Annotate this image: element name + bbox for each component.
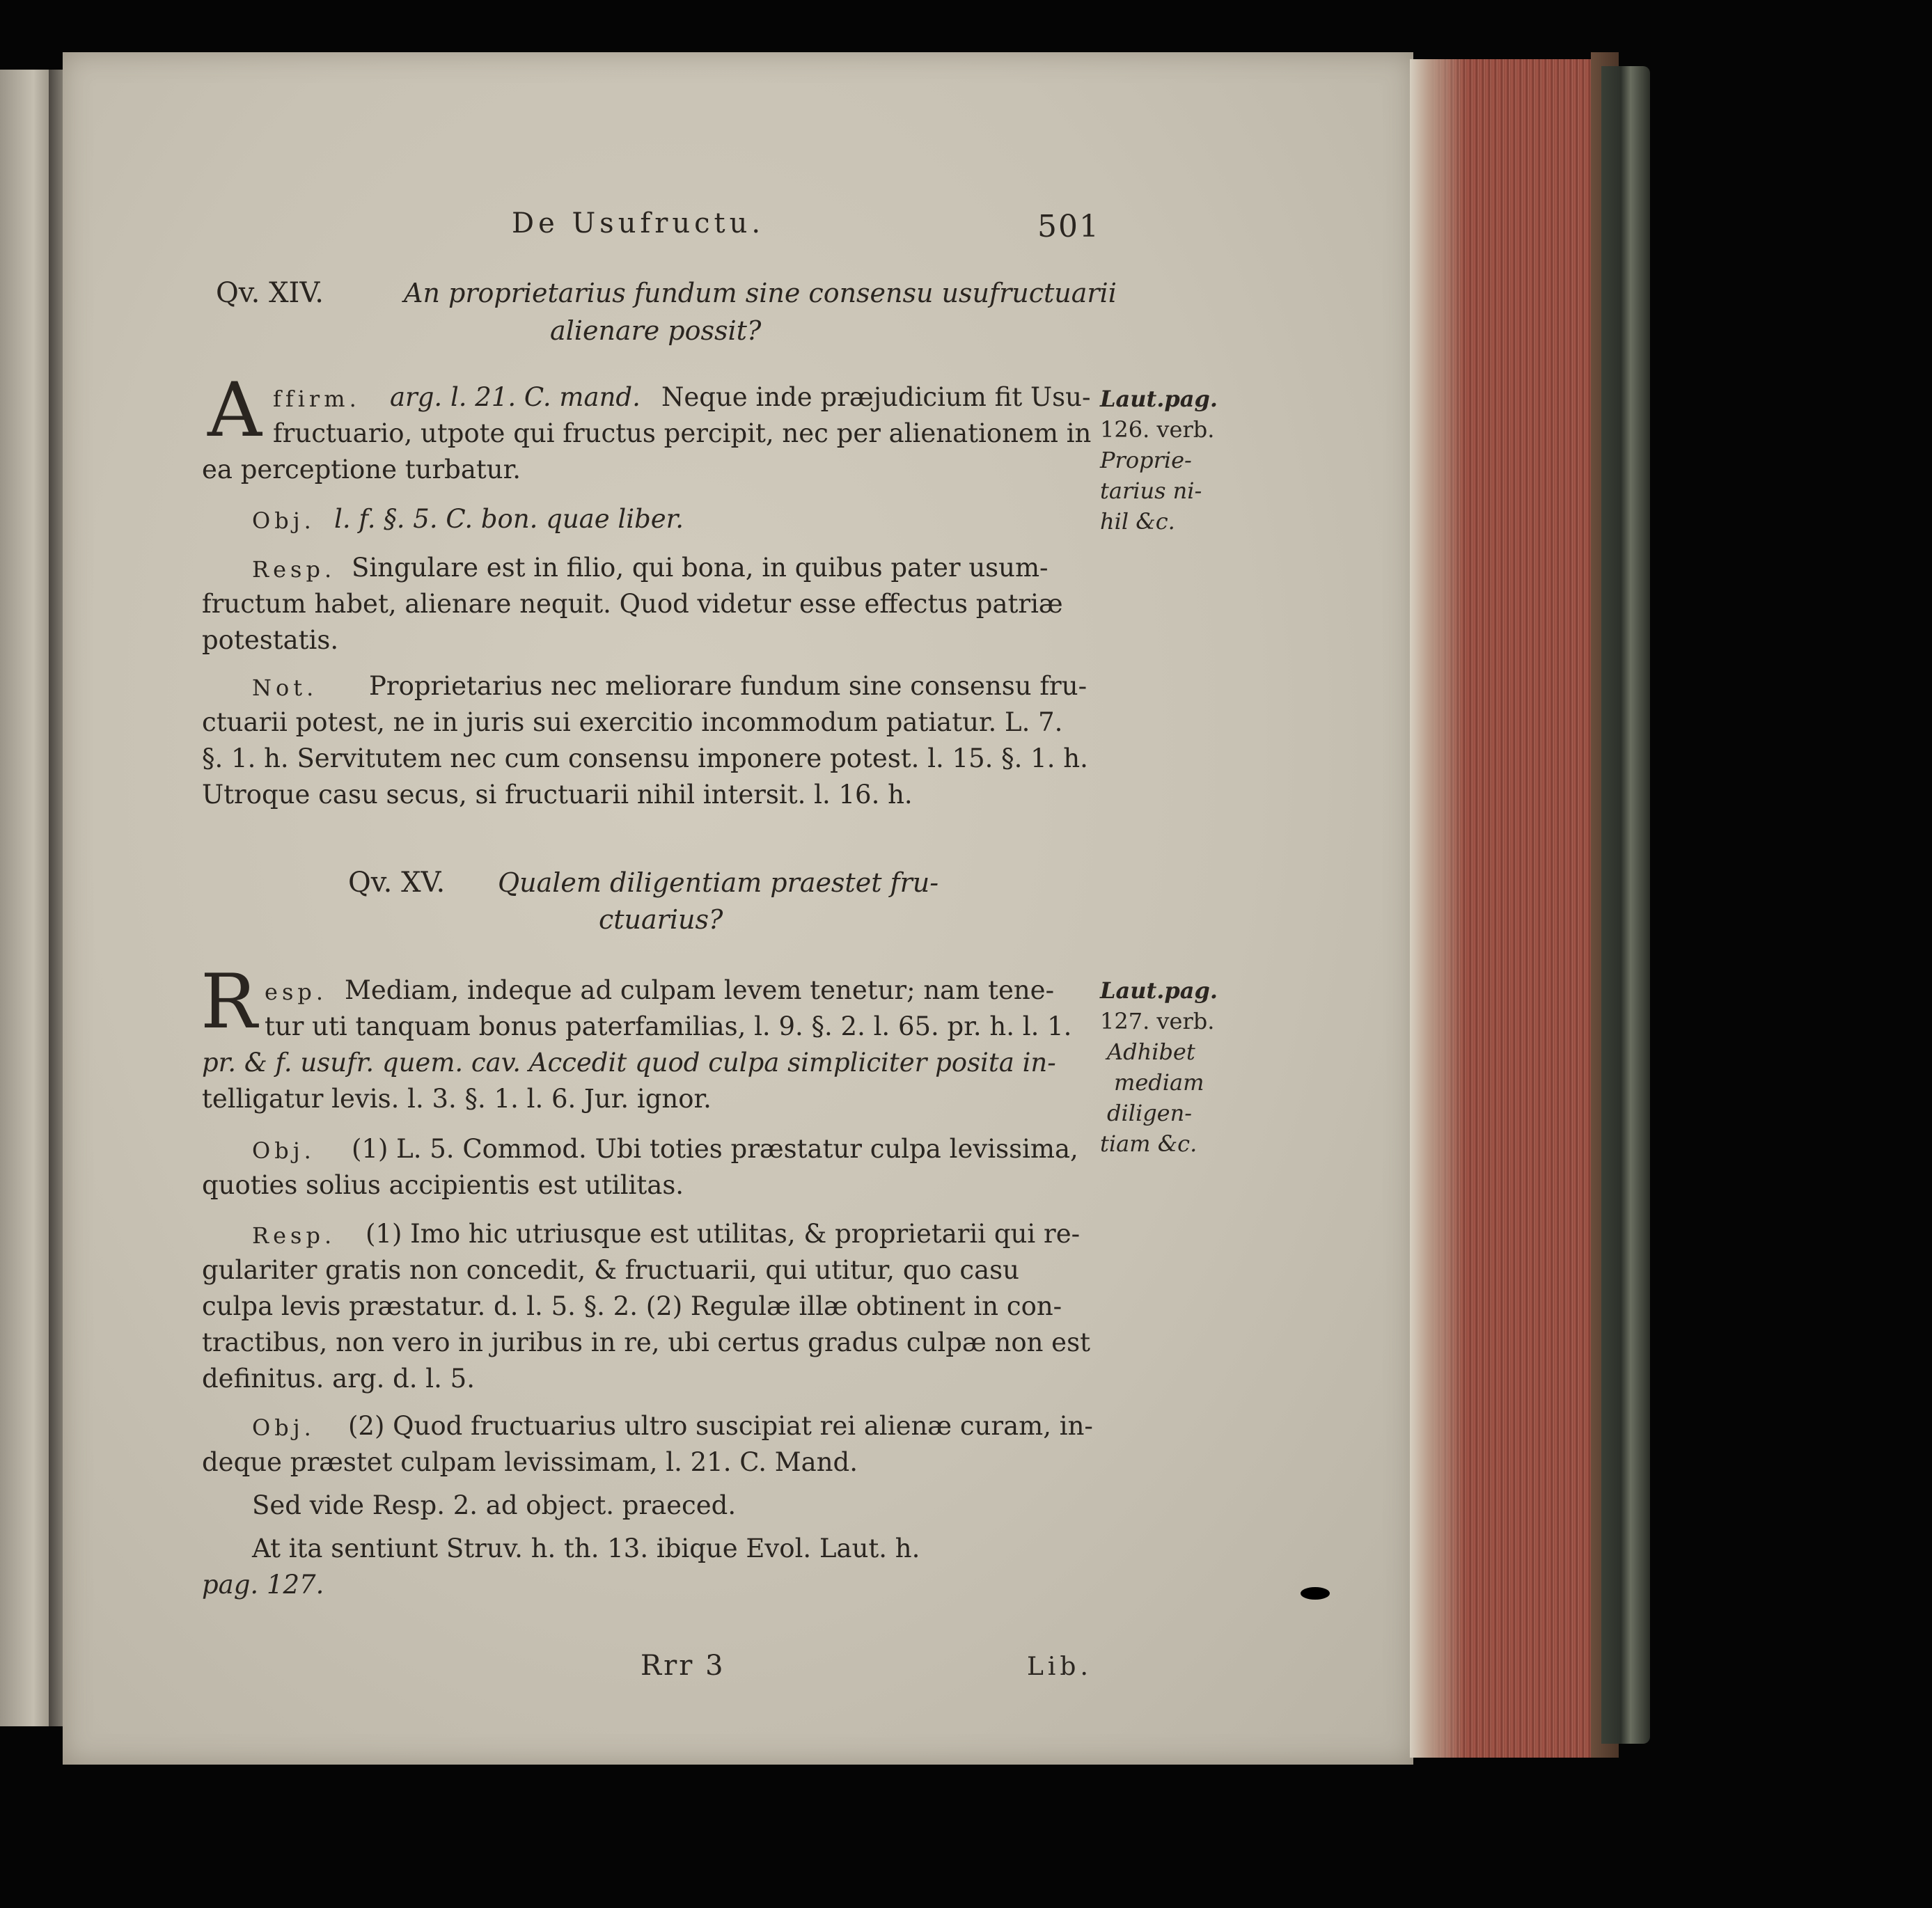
resp2-line2: tur uti tanquam bonus paterfamilias, l. 9. §. 2. l. 65. pr. h. l. 1. <box>265 1011 1072 1041</box>
resp1-line1: Singulare est in filio, qui bona, in quibus pater usum- <box>352 553 1049 583</box>
not1-label: Not. <box>252 675 318 701</box>
margin1-line4: tarius ni- <box>1100 478 1202 504</box>
margin2-line5: diligen- <box>1107 1100 1193 1126</box>
not1-line4: Utroque casu secus, si fructuarii nihil intersit. l. 16. h. <box>202 780 913 810</box>
margin2-line1: Laut.pag. <box>1100 977 1218 1004</box>
q14-title-line2: alienare possit? <box>550 315 762 346</box>
page-number: 501 <box>1037 209 1100 244</box>
marbled-cover <box>1601 66 1650 1744</box>
page-edges-shade <box>1410 59 1466 1758</box>
obj2-line1: (1) L. 5. Commod. Ubi toties præstatur culpa levissima, <box>352 1134 1078 1164</box>
obj2-label: Obj. <box>252 1137 315 1164</box>
sed-vide: Sed vide Resp. 2. ad object. praeced. <box>252 1490 737 1520</box>
q15-title-line1: Qualem diligentiam praestet fru- <box>498 867 939 898</box>
drop-cap-r: R <box>201 959 258 1046</box>
margin1-line3: Proprie- <box>1100 447 1192 473</box>
resp2-line3: pr. & f. usufr. quem. cav. Accedit quod culpa simpliciter posita in- <box>202 1048 1056 1078</box>
margin2-line2: 127. verb. <box>1100 1008 1215 1034</box>
affirm-lead: ffirm. <box>273 386 361 412</box>
margin1-line1: Laut.pag. <box>1100 386 1218 412</box>
obj1-label: Obj. <box>252 507 315 534</box>
q14-title-line1: An proprietarius fundum sine consensu usufructuarii <box>404 278 1117 308</box>
not1-line1: Proprietarius nec meliorare fundum sine consensu fru- <box>369 671 1087 701</box>
running-title: De Usufructu. <box>512 207 765 239</box>
resp3-line4: tractibus, non vero in juribus in re, ubi certus gradus culpæ non est <box>202 1327 1090 1357</box>
q15-label: Qv. XV. <box>348 867 446 899</box>
affirm-line1: Neque inde præjudicium fit Usu- <box>661 382 1091 412</box>
resp1-line2: fructum habet, alienare nequit. Quod videtur esse effectus patriæ <box>202 589 1063 619</box>
catchword: Lib. <box>1027 1653 1092 1681</box>
resp3-line2: gulariter gratis non concedit, & fructuarii, qui utitur, quo casu <box>202 1255 1019 1285</box>
resp3-line5: definitus. arg. d. l. 5. <box>202 1364 475 1394</box>
obj1-text: l. f. §. 5. C. bon. quae liber. <box>334 504 684 534</box>
affirm-citation: arg. l. 21. C. mand. <box>390 382 641 412</box>
drop-cap-a: A <box>207 367 262 454</box>
resp3-line3: culpa levis præstatur. d. l. 5. §. 2. (2) Regulæ illæ obtinent in con- <box>202 1291 1062 1321</box>
margin1-line2: 126. verb. <box>1100 416 1215 443</box>
margin2-line4: mediam <box>1114 1069 1204 1096</box>
affirm-line2: fructuario, utpote qui fructus percipit, nec per alienationem in <box>273 418 1092 448</box>
resp2-line4: telligatur levis. l. 3. §. 1. l. 6. Jur. ignor. <box>202 1084 712 1114</box>
black-mark <box>1301 1587 1330 1600</box>
at-ita-line1: At ita sentiunt Struv. h. th. 13. ibique Evol. Laut. h. <box>252 1534 920 1563</box>
left-page-edge <box>0 70 56 1726</box>
not1-line3: §. 1. h. Servitutem nec cum consensu imponere potest. l. 15. §. 1. h. <box>202 743 1088 773</box>
obj3-line1: (2) Quod fructuarius ultro suscipiat rei alienæ curam, in- <box>348 1411 1093 1441</box>
at-ita-line2: pag. 127. <box>202 1570 324 1600</box>
resp1-label: Resp. <box>252 556 336 583</box>
signature-mark: Rrr 3 <box>641 1650 725 1682</box>
resp1-line3: potestatis. <box>202 625 339 655</box>
resp3-line1: (1) Imo hic utriusque est utilitas, & proprietarii qui re- <box>366 1219 1081 1249</box>
obj3-line2: deque præstet culpam levissimam, l. 21. C. Mand. <box>202 1447 858 1477</box>
resp2-lead: esp. <box>265 979 328 1005</box>
resp3-label: Resp. <box>252 1222 336 1249</box>
obj2-line2: quoties solius accipientis est utilitas. <box>202 1170 684 1200</box>
q15-title-line2: ctuarius? <box>599 904 723 935</box>
not1-line2: ctuarii potest, ne in juris sui exercitio incommodum patiatur. L. 7. <box>202 707 1063 737</box>
margin1-line5: hil &c. <box>1100 508 1175 535</box>
resp2-line1: Mediam, indeque ad culpam levem tenetur; nam tene- <box>345 975 1055 1005</box>
q14-label: Qv. XIV. <box>216 277 324 309</box>
margin2-line6: tiam &c. <box>1100 1130 1197 1157</box>
affirm-line3: ea perceptione turbatur. <box>202 455 521 484</box>
margin2-line3: Adhibet <box>1107 1039 1195 1065</box>
obj3-label: Obj. <box>252 1414 315 1441</box>
